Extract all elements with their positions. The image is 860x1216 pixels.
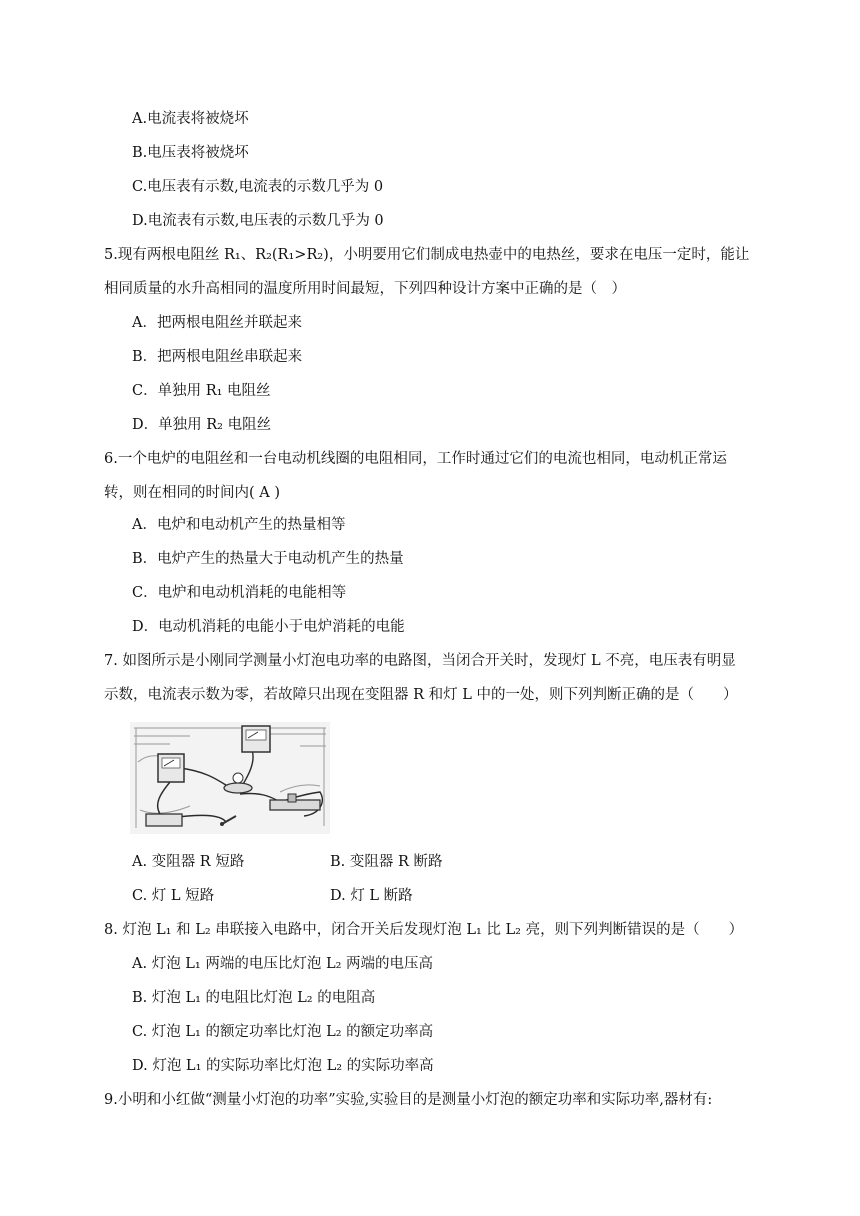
q7-option-b: B. 变阻器 R 断路	[330, 854, 443, 870]
q4-option-d: D.电流表有示数,电压表的示数几乎为 0	[132, 213, 384, 229]
q4-option-c: C.电压表有示数,电流表的示数几乎为 0	[132, 179, 384, 195]
q8-option-a: A. 灯泡 L₁ 两端的电压比灯泡 L₂ 两端的电压高	[132, 956, 434, 972]
q5-option-a: A．把两根电阻丝并联起来	[132, 315, 302, 331]
q8-option-b: B. 灯泡 L₁ 的电阻比灯泡 L₂ 的电阻高	[132, 990, 376, 1006]
q5-stem-line2: 相同质量的水升高相同的温度所用时间最短，下列四种设计方案中正确的是（ ）	[104, 281, 626, 297]
q8-option-c: C. 灯泡 L₁ 的额定功率比灯泡 L₂ 的额定功率高	[132, 1024, 434, 1040]
q7-stem-line1: 7. 如图所示是小刚同学测量小灯泡电功率的电路图，当闭合开关时，发现灯 L 不亮，电压表有明显	[104, 653, 736, 669]
q6-stem-line1: 6.一个电炉的电阻丝和一台电动机线圈的电阻相同，工作时通过它们的电流也相同，电动机正常运	[104, 451, 727, 467]
q5-option-d: D．单独用 R₂ 电阻丝	[132, 417, 272, 433]
q6-option-a: A．电炉和电动机产生的热量相等	[132, 517, 346, 533]
q6-stem-line2: 转，则在相同的时间内( A )	[104, 485, 281, 501]
q5-stem-line1: 5.现有两根电阻丝 R₁、R₂(R₁>R₂)，小明要用它们制成电热壶中的电热丝，要求在电压一定时，能让	[104, 247, 750, 263]
circuit-diagram-image	[130, 722, 330, 834]
q4-option-b: B.电压表将被烧坏	[132, 145, 249, 161]
q9-stem-line1: 9.小明和小红做“测量小灯泡的功率”实验,实验目的是测量小灯泡的额定功率和实际功率,器材有:	[104, 1092, 713, 1108]
q6-option-b: B．电炉产生的热量大于电动机产生的热量	[132, 551, 404, 567]
q7-stem-line2: 示数，电流表示数为零，若故障只出现在变阻器 R 和灯 L 中的一处，则下列判断正确的是（ ）	[104, 687, 738, 703]
q6-option-c: C．电炉和电动机消耗的电能相等	[132, 585, 347, 601]
circuit-diagram-svg	[130, 722, 330, 834]
q5-option-b: B．把两根电阻丝串联起来	[132, 349, 303, 365]
q7-option-d: D. 灯 L 断路	[330, 888, 413, 904]
q8-stem: 8. 灯泡 L₁ 和 L₂ 串联接入电路中，闭合开关后发现灯泡 L₁ 比 L₂ 亮，则下列判断错误的是（ ）	[104, 922, 744, 938]
q7-option-c: C. 灯 L 短路	[132, 888, 215, 904]
q5-option-c: C．单独用 R₁ 电阻丝	[132, 383, 271, 399]
q8-option-d: D. 灯泡 L₁ 的实际功率比灯泡 L₂ 的实际功率高	[132, 1058, 434, 1074]
q6-option-d: D．电动机消耗的电能小于电炉消耗的电能	[132, 619, 405, 635]
q4-option-a: A.电流表将被烧坏	[132, 111, 249, 127]
q7-option-a: A. 变阻器 R 短路	[132, 854, 245, 870]
